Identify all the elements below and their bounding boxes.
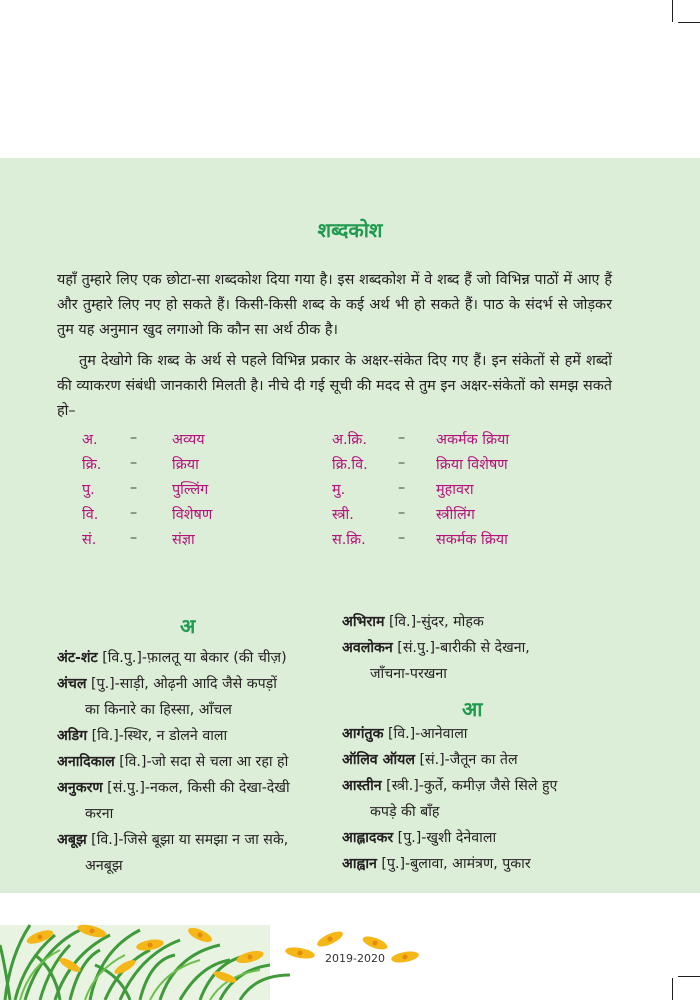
dictionary-entry [57,645,337,671]
headword: आस्तीन [342,778,382,794]
abbr-meaning: संज्ञा [172,532,195,548]
headword: अनादिकाल [57,754,115,770]
abbr-dash: – [398,505,406,521]
dictionary-entry [57,671,337,723]
headword: अंट-शंट [57,650,98,666]
definition: [वि.पु.]-फ़ालतू या बेकार (की चीज़) [97,650,287,666]
abbr-meaning: सकर्मक क्रिया [436,532,508,548]
definition: [पु.]-साड़ी, ओढ़नी आदि जैसे कपड़ों [86,676,277,692]
dictionary-entry [57,723,337,749]
definition: [सं.पु.]-नकल, किसी की देखा-देखी [102,780,290,796]
abbr-meaning: विशेषण [172,507,213,523]
definition: [वि.]-सुंदर, मोहक [384,614,484,630]
abbr-dash: – [130,430,138,446]
definition-continuation: का किनारे का हिस्सा, आँचल [85,702,232,718]
abbr-dash: – [398,530,406,546]
definition: [वि.]-स्थिर, न डोलने वाला [87,728,228,744]
abbr-code: अ. [82,432,98,448]
abbr-meaning: क्रिया विशेषण [436,457,508,473]
definition-continuation: करना [85,806,114,822]
definition: [वि.]-आनेवाला [383,726,468,742]
definition-continuation: जाँचना-परखना [370,666,447,682]
headword: अडिग [57,728,88,744]
dictionary-entry [342,635,627,687]
abbr-code: पु. [82,482,95,498]
definition: [पु.]-खुशी देनेवाला [393,830,497,846]
abbr-dash: – [130,455,138,471]
abbr-meaning: क्रिया [172,457,199,473]
definition: [सं.]-जैतून का तेल [415,752,518,768]
dictionary-entry [57,775,337,827]
abbr-code: स्त्री. [332,507,354,523]
headword: अंचल [57,676,87,692]
crop-mark [672,0,673,22]
abbr-dash: – [398,455,406,471]
dictionary-column-right-bottom [342,721,627,877]
page-title: शब्दकोश [317,218,383,242]
abbr-meaning: मुहावरा [436,482,474,498]
intro-paragraph: तुम देखोगे कि शब्द के अर्थ से पहले विभिन्न प्रकार के अक्षर-संकेत दिए गए हैं। इन संकेतों से हमें शब्दों की व्याकरण संबंधी जानकारी मिलती है। नीचे दी गई सूची की मदद से तुम इन अक्षर-संकेतों को समझ सकते हो– [57,353,612,419]
dictionary-column-right-top [342,609,627,687]
dictionary-entry [342,747,627,773]
abbreviation-row [0,480,700,504]
headword: ऑलिव ऑयल [342,752,415,768]
headword: अवलोकन [342,640,393,656]
abbr-dash: – [398,480,406,496]
section-heading-aa: आ [462,697,483,721]
headword: आह्लादकर [342,830,394,846]
dictionary-entry [342,825,627,851]
abbr-code: क्रि. [82,457,102,473]
intro-paragraph: यहाँ तुम्हारे लिए एक छोटा-सा शब्दकोश दिया गया है। इस शब्दकोश में वे शब्द हैं जो विभिन्न पाठों में आए हैं और तुम्हारे लिए नए हो सकते हैं। किसी-किसी शब्द के कई अर्थ भी हो सकते हैं। पाठ के संदर्भ से जोड़कर तुम यह अनुमान खुद लगाओ कि कौन सा अर्थ ठीक है। [57,272,612,338]
definition-continuation: अनबूझ [85,858,123,874]
headword: अभिराम [342,614,385,630]
headword: आह्वान [342,856,377,872]
abbr-code: स.क्रि. [332,532,366,548]
abbr-meaning: स्त्रीलिंग [436,507,475,523]
dictionary-entry [57,749,337,775]
abbreviation-row [0,505,700,529]
abbr-code: अ.क्रि. [332,432,367,448]
section-heading-a: अ [180,614,196,638]
headword: अबूझ [57,832,87,848]
headword: आगंतुक [342,726,384,742]
abbr-dash: – [130,480,138,496]
abbr-meaning: पुल्लिंग [172,482,209,498]
definition: [पु.]-बुलावा, आमंत्रण, पुकार [376,856,531,872]
abbr-code: मु. [332,482,346,498]
definition: [स्त्री.]-कुर्ते, कमीज़ जैसे सिले हुए [381,778,558,794]
abbreviation-list [0,430,700,560]
abbr-code: सं. [82,532,97,548]
dictionary-column-left [57,645,337,879]
headword: अनुकरण [57,780,103,796]
crop-mark [678,22,700,23]
dictionary-entry [342,773,627,825]
dictionary-entry [342,609,627,635]
dictionary-entry [342,851,627,877]
abbr-dash: – [398,430,406,446]
definition: [सं.पु.]-बारीकी से देखना, [392,640,530,656]
footer-year: 2019-2020 [325,952,385,965]
definition-continuation: कपड़े की बाँह [370,804,440,820]
definition: [वि.]-जिसे बूझा या समझा न जा सके, [86,832,289,848]
abbr-code: वि. [82,507,99,523]
abbr-meaning: अकर्मक क्रिया [436,432,510,448]
abbr-dash: – [130,530,138,546]
abbr-code: क्रि.वि. [332,457,368,473]
abbreviation-row [0,455,700,479]
dictionary-entry [342,721,627,747]
abbreviation-row [0,430,700,454]
abbr-dash: – [130,505,138,521]
abbr-meaning: अव्यय [172,432,205,448]
dictionary-entry [57,827,337,879]
definition: [वि.]-जो सदा से चला आ रहा हो [114,754,289,770]
abbreviation-row [0,530,700,554]
